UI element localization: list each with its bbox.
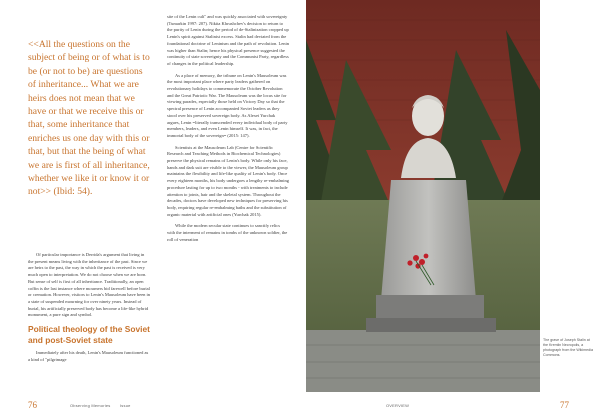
paragraph: While the modern secular state continues to sanctify relics with the interment of remains in tombs of the unknown soldier, the roll of veneration: [167, 223, 288, 242]
paragraph: site of the Lenin cult" and was quickly associated with sovereignty (Tumarkin 1997: 207). Nikita Khrushchev's decision to return to the purity of Lenin during the period of de-Stalinization cropped up Lenin's spirit against Stalinist excess. Stalin had deviated from the foundational doctrine of Leninism and the path of revolution. Lenin was higher than Stalin; hence his physical presence suggested the continuity of state sovereignty and the Communist Party, regardless of changes in the political leadership.: [167, 14, 289, 66]
paragraph: Of particular importance is Derrida's argument that living in the present means living with the inheritance of the past. Since we are heirs to the past, the way in which the past is received is very much open to interpretation. We do not choose when we are born. But sense of self is first of all inheritance. Traditionally, an open coffin is the last instance where mourners bid farewell before burial or cremation. However, visitors to Lenin's Mausoleum have been in a state of suspended mourning for over ninety years. Instead of burial, his artificially preserved body has become a life-like hybrid monument, a pure sign and symbol.: [28, 252, 150, 318]
stalin-grave-photo: [306, 0, 540, 392]
page-number-left: 76: [28, 400, 37, 410]
middle-column: [167, 14, 289, 249]
footer-title: Observing Memories: [70, 403, 111, 408]
footer-label: OVERVIEW: [386, 403, 410, 408]
page-number-right: 77: [560, 400, 569, 410]
photo-caption: The grave of Joseph Stalin at the Kremlin Necropolis, a photograph from the Wikimedia Commons.: [543, 338, 593, 357]
pull-quote: <<All the questions on the subject of being or of what is to be (or not to be) are questions of inheritance... What we are heirs does not mean that we have or that we receive this or that, some inheritance that enriches us one day with this or that, but that the being of what we are is first of all inheritance, whether we like it or know it or not>> (Ibid: 54).: [28, 39, 150, 198]
footer-issue: Issue: [120, 403, 131, 408]
paragraph: Scientists at the Mausoleum Lab (Centre for Scientific Research and Teaching Methods in Biochemical Technologies) preserve the physical remains of Lenin's body. While only his face, hands and dark suit are visible to the viewer, the Mausoleum group maintains the flexibility and life-like quality of Lenin's body. Once every eighteen months, his body undergoes a lengthy re-embalming procedure lasting for up to two months - with treatments to include attention to joints, hair and the skeletal system. Throughout the decades, doctors have developed new techniques for preserving his body, requiring regular re-embalming baths and the substitution of organic material with artificial ones (Yurchak 2015).: [167, 144, 290, 217]
paragraph: Immediately after his death, Lenin's Mausoleum functioned as a kind of "pilgrimage: [28, 350, 149, 362]
paragraph: As a place of memory, the tribune on Lenin's Mausoleum was the most important place where party leaders gathered on revolutionary holidays to commemorate the October Revolution and the Great Patriotic War. The Mausoleum was the locus site for viewing parades, especially those held on Victory Day so that the spectral presence of Lenin accompanied Soviet leaders as they stood over his preserved sovereign body. As Alexei Yurchak argues, Lenin =literally transcended every individual body of party members, leaders, and even Lenin himself. It was, in fact, the immortal body of the sovereign= (2015: 147).: [167, 72, 288, 138]
left-column-bottom: [28, 252, 150, 368]
section-heading: Political theology of the Soviet and post-Soviet state: [28, 324, 150, 345]
